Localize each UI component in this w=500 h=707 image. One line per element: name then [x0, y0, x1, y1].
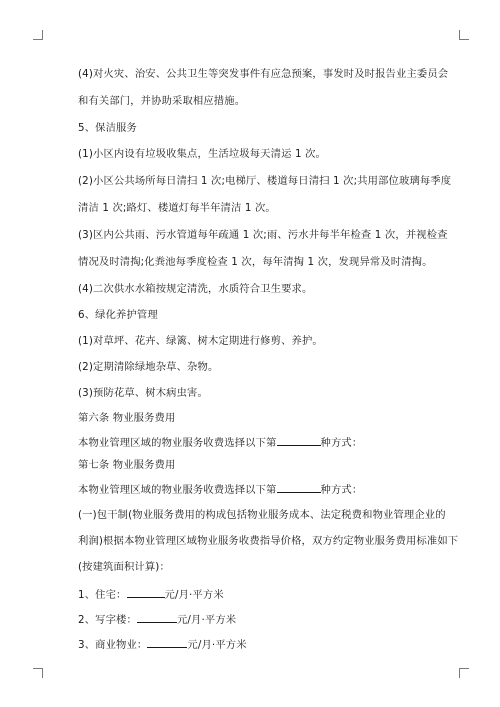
crop-mark-top-right — [459, 30, 469, 40]
fill-in-line — [78, 587, 224, 602]
paragraph-line: (3)预防花草、树木病虫害。 — [78, 387, 208, 399]
crop-mark-bottom-right — [459, 668, 469, 678]
fill-in-text: 本物业管理区域的物业服务收费选择以下第 — [78, 437, 277, 449]
paragraph-line: (3)区内公共雨、污水管道每年疏通 1 次;雨、污水井每半年检查 1 次，并视检查 — [78, 229, 448, 241]
section-heading: 6、绿化养护管理 — [78, 309, 158, 321]
blank-underline — [137, 612, 177, 623]
fill-in-suffix: 种方式： — [320, 484, 363, 496]
paragraph-line: (一)包干制(物业服务费用的构成包括物业服务成本、法定税费和物业管理企业的 — [78, 509, 446, 521]
paragraph-line: (2)小区公共场所每日清扫 1 次;电梯厅、楼道每日清扫 1 次;共用部位玻璃每季度 — [78, 175, 452, 187]
section-heading: 5、保洁服务 — [78, 122, 137, 134]
paragraph-line: (按建筑面积计算)： — [78, 561, 170, 573]
paragraph-line: (1)小区内设有垃圾收集点，生活垃圾每天清运 1 次。 — [78, 148, 326, 160]
article-heading: 第六条 物业服务费用 — [78, 412, 176, 424]
blank-underline — [147, 637, 187, 648]
crop-mark-top-left — [33, 30, 43, 40]
article-heading: 第七条 物业服务费用 — [78, 459, 176, 471]
fill-in-line — [78, 637, 247, 652]
fill-in-suffix: 元/月·平方米 — [176, 614, 237, 626]
fill-in-text: 3、商业物业： — [78, 639, 148, 651]
fill-in-line — [78, 612, 236, 627]
fill-in-suffix: 种方式： — [320, 437, 363, 449]
fill-in-suffix: 元/月·平方米 — [187, 639, 247, 651]
paragraph-line: 利润)根据本物业管理区域物业服务收费指导价格，双方约定物业服务费用标准如下 — [78, 535, 459, 547]
paragraph-line: 和有关部门，并协助采取相应措施。 — [78, 95, 246, 107]
fill-in-line — [78, 435, 362, 450]
fill-in-text: 本物业管理区域的物业服务收费选择以下第 — [78, 484, 277, 496]
crop-mark-bottom-left — [33, 668, 43, 678]
paragraph-line: 清洁 1 次;路灯、楼道灯每半年清洁 1 次。 — [78, 202, 276, 214]
paragraph-line: (4)二次供水水箱按规定清洗，水质符合卫生要求。 — [78, 283, 313, 295]
blank-underline — [127, 587, 165, 598]
fill-in-text: 2、写字楼： — [78, 614, 137, 626]
blank-underline — [277, 435, 321, 446]
paragraph-line: (1)对草坪、花卉、绿篱、树木定期进行修剪、养护。 — [78, 335, 323, 347]
fill-in-suffix: 元/月·平方米 — [164, 589, 224, 601]
fill-in-text: 1、住宅： — [78, 589, 127, 601]
blank-underline — [277, 482, 321, 493]
paragraph-line: (2)定期清除绿地杂草、杂物。 — [78, 361, 219, 373]
paragraph-line: (4)对火灾、治安、公共卫生等突发事件有应急预案，事发时及时报告业主委员会 — [78, 68, 449, 80]
fill-in-line — [78, 482, 362, 497]
paragraph-line: 情况及时清掏;化粪池每季度检查 1 次，每年清掏 1 次，发现异常及时清掏。 — [78, 256, 433, 268]
